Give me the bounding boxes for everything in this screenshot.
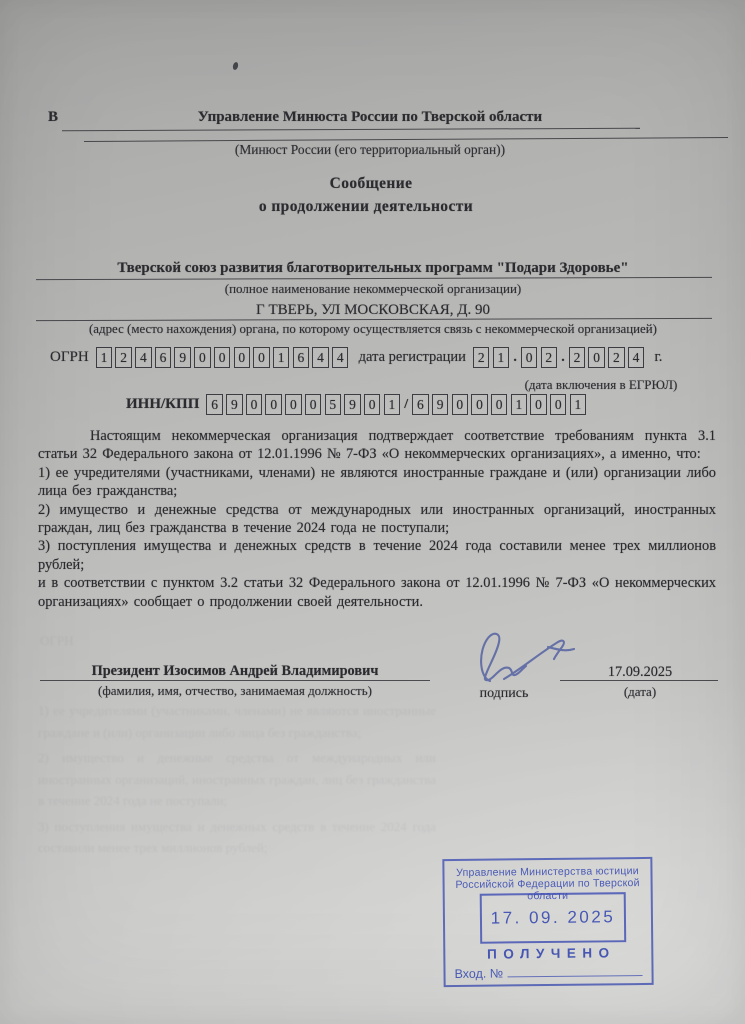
bleed-through-line: 2) имущество и денежные средства от международных или иностранных организаций, иностранных граждан, лиц без гражданства в течение 2024 года не поступали; xyxy=(38,750,436,808)
body-paragraph-2: 1) ее учредителями (участниками, членами) не являются иностранные граждане и (или) организации либо лица без гражданства; xyxy=(38,464,716,500)
reg-date-boxes xyxy=(473,347,648,368)
signature-caption: подпись xyxy=(479,686,529,701)
recipient-office: Управление Минюста России по Тверской области xyxy=(197,109,543,125)
digit-box: 4 xyxy=(135,347,152,368)
digit-box: 0 xyxy=(530,394,547,415)
ministry-received-stamp xyxy=(442,857,653,987)
digit-box: 0 xyxy=(253,347,270,368)
ink-blot xyxy=(232,62,239,71)
inn-kpp-boxes xyxy=(206,394,589,415)
digit-box: 0 xyxy=(234,347,251,368)
signer-caption: (фамилия, имя, отчество, занимаемая должность) xyxy=(98,683,372,698)
digit-box: 6 xyxy=(293,347,310,368)
digit-box: 1 xyxy=(493,347,510,368)
reg-date-label: дата регистрации xyxy=(358,349,466,365)
stamp-incoming-label: Вход. № xyxy=(454,966,504,981)
digit-box: 4 xyxy=(312,347,329,368)
digit-separator: . xyxy=(561,349,565,365)
organization-name: Тверской союз развития благотворительных программ "Подари Здоровье" xyxy=(117,260,629,276)
digit-box: 1 xyxy=(96,347,113,368)
digit-box: 0 xyxy=(194,347,211,368)
digit-box: 9 xyxy=(432,394,449,415)
body-text xyxy=(38,427,716,611)
digit-box: 6 xyxy=(412,394,429,415)
digit-box: 4 xyxy=(332,347,349,368)
stamp-office-line2: Российской Федерации по Тверской области xyxy=(455,877,640,903)
digit-box: 2 xyxy=(541,347,558,368)
body-paragraph-1: Настоящим некоммерческая организация подтверждает соответствие требованиям пункта 3.1 статьи 32 Федерального закона от 12.01.1996 № 7-ФЗ «О некоммерческих организациях», а именно, что: xyxy=(38,428,716,463)
signer-name: Президент Изосимов Андрей Владимирович xyxy=(91,663,379,679)
stamp-date-box: 17. 09. 2025 xyxy=(480,892,627,944)
document-title: Сообщение xyxy=(329,175,413,192)
organization-address: Г ТВЕРЬ, УЛ МОСКОВСКАЯ, Д. 90 xyxy=(256,302,490,318)
digit-separator: / xyxy=(404,396,409,412)
inn-kpp-label: ИНН/КПП xyxy=(126,396,200,412)
digit-box: 0 xyxy=(521,347,538,368)
digit-box: 4 xyxy=(628,347,645,368)
stamp-received-label: ПОЛУЧЕНО xyxy=(487,945,616,962)
digit-box: 2 xyxy=(608,347,625,368)
digit-box: 6 xyxy=(155,347,172,368)
digit-box: 0 xyxy=(305,394,322,415)
ogrn-boxes xyxy=(96,347,352,368)
recipient-underline-1 xyxy=(62,128,640,132)
body-paragraph-5: и в соответствии с пунктом 3.2 статьи 32 Федерального закона от 12.01.1996 № 7-ФЗ «О некоммерческих организациях» сообщает о продолжении своей деятельности. xyxy=(38,575,716,610)
digit-box: 0 xyxy=(588,347,605,368)
digit-box: 0 xyxy=(214,347,231,368)
recipient-caption: (Минюст России (его территориальный орган)) xyxy=(234,142,506,157)
digit-box: 2 xyxy=(473,347,490,368)
ogrn-row xyxy=(50,347,662,368)
digit-box: 1 xyxy=(273,347,290,368)
egrul-caption: (дата включения в ЕГРЮЛ) xyxy=(524,377,678,392)
digit-box: 1 xyxy=(384,394,401,415)
bleed-through-line: 1) ее учредителями (участниками, членами) не являются иностранные граждане и (или) организации либо лица без гражданства; xyxy=(38,703,436,740)
organization-address-caption: (адрес (место нахождения) органа, по которому осуществляется связь с некоммерческой организацией) xyxy=(89,322,657,336)
digit-box: 9 xyxy=(344,394,361,415)
document-subtitle: о продолжении деятельности xyxy=(258,198,474,215)
digit-box: 1 xyxy=(570,394,587,415)
reg-date-suffix: г. xyxy=(654,349,663,365)
body-paragraph-4: 3) поступления имущества и денежных средств в течение 2024 года составили менее трех миллионов рублей; xyxy=(38,538,716,573)
bleed-through-line: 3) поступления имущества и денежных средств в течение 2024 года составили менее трех миллионов рублей; xyxy=(38,818,436,855)
inn-kpp-row xyxy=(126,394,589,415)
digit-box: 0 xyxy=(491,394,508,415)
bleed-through-text xyxy=(38,700,436,859)
digit-box: 2 xyxy=(115,347,132,368)
digit-box: 0 xyxy=(265,394,282,415)
digit-box: 0 xyxy=(471,394,488,415)
digit-box: 0 xyxy=(452,394,469,415)
stamp-office-line1: Управление Министерства юстиции xyxy=(456,865,639,879)
bleed-through-fragment: ОГРН xyxy=(40,633,74,648)
digit-box: 0 xyxy=(285,394,302,415)
date-underline xyxy=(560,680,718,681)
digit-box: 5 xyxy=(325,394,342,415)
signer-underline xyxy=(40,680,430,681)
stamp-incoming-number-row xyxy=(454,963,642,981)
body-paragraph-3: 2) имущество и денежные средства от международных или иностранных организаций, иностранных граждан, лиц без гражданства в течение 2024 года не поступали; xyxy=(38,501,716,537)
organization-name-caption: (полное наименование некоммерческой организации) xyxy=(224,281,522,296)
recipient-prefix: В xyxy=(48,109,59,125)
digit-box: 9 xyxy=(174,347,191,368)
digit-box: 0 xyxy=(364,394,381,415)
organization-name-underline xyxy=(36,277,712,280)
digit-box: 9 xyxy=(226,394,243,415)
signature-date: 17.09.2025 xyxy=(607,664,673,680)
digit-box: 2 xyxy=(569,347,586,368)
digit-box: 0 xyxy=(246,394,263,415)
digit-separator: . xyxy=(513,349,517,365)
digit-box: 0 xyxy=(550,394,567,415)
digit-box: 6 xyxy=(206,394,223,415)
ogrn-label: ОГРН xyxy=(50,349,89,365)
stamp-incoming-blank-line xyxy=(507,963,642,977)
digit-box: 1 xyxy=(511,394,528,415)
date-caption: (дата) xyxy=(623,684,657,699)
